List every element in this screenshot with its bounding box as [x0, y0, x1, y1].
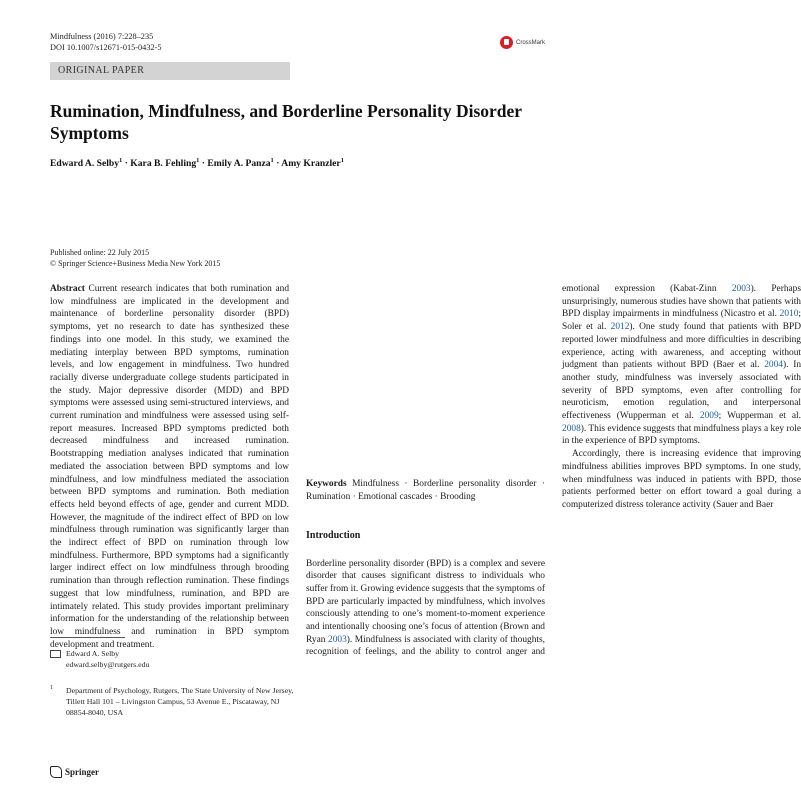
intro-text: ). One study found that patients with BPD reported lower mindfulness and more difficulties in describing experience, acting with awareness, and accepting without judgment than patients without BPD (Baer et al. — [562, 322, 801, 371]
paper-title: Rumination, Mindfulness, and Borderline Personality Disorder Symptoms — [50, 101, 522, 143]
copyright: © Springer Science+Business Media New York 2015 — [50, 259, 221, 268]
crossmark-badge[interactable] — [500, 36, 545, 49]
author-affiliation-mark: 1 — [119, 157, 123, 164]
citation-link[interactable]: 2004 — [764, 360, 783, 371]
springer-horse-icon — [50, 766, 62, 778]
intro-text: Borderline personality disorder (BPD) is a complex and severe disorder that causes significant distress to individuals who suffer from it. Growing evidence suggests that the symptoms of BPD are particularly impacted by mindfulness, which involves consciously attending to one’s moment-to-moment experience and intentionally choosing one’s focus of attention (Brown and Ryan — [306, 558, 545, 645]
crossmark-label: CrossMark — [516, 39, 546, 46]
affiliation — [50, 685, 295, 718]
intro-paragraph-2: Accordingly, there is increasing evidence that improving mindfulness abilities improves BPD symptoms. In one study, when mindfulness was induced in patients with BPD, those patients performed better on effort toward a goal during a computerized distress tolerance activity (Sauer and Baer — [562, 449, 801, 510]
journal-citation: Mindfulness (2016) 7:228–235 — [50, 32, 154, 41]
citation-link[interactable]: 2012 — [610, 322, 630, 333]
correspondence-email[interactable]: edward.selby@rutgers.edu — [66, 660, 150, 669]
publisher-name: Springer — [65, 767, 100, 777]
abstract-label: Abstract — [50, 284, 85, 294]
author-affiliation-mark: 1 — [270, 157, 274, 164]
author-separator: · — [122, 158, 131, 170]
author-name[interactable]: Edward A. Selby — [50, 158, 120, 170]
intro-text: ). Mindfulness is associated with clarity of thoughts, recognition of feelings, and the ability to control anger and emotional expression (Kabat-Zinn — [306, 284, 732, 658]
author-list — [50, 157, 530, 169]
footnote-rule — [50, 637, 125, 638]
citation-link[interactable]: 2009 — [699, 411, 719, 422]
author-name[interactable]: Emily A. Panza — [207, 158, 271, 170]
doi[interactable]: DOI 10.1007/s12671-015-0432-5 — [50, 43, 162, 52]
publisher-logo — [50, 766, 99, 778]
keywords-text: Mindfulness · Borderline personality disorder · Rumination · Emotional cascades · Brooding — [306, 479, 545, 503]
keywords-label: Keywords — [306, 479, 347, 490]
citation-link[interactable]: 2008 — [562, 423, 581, 434]
keywords — [306, 478, 545, 503]
citation-link[interactable]: 2010 — [779, 309, 799, 320]
crossmark-icon — [500, 36, 513, 49]
publication-info — [50, 247, 220, 269]
intro-text: ). In another study, mindfulness was inversely associated with severity of BPD symptoms, even after controlling for neuroticism, emotion regulation, and interpersonal effectiveness (Wupperman et al. — [562, 360, 801, 422]
abstract — [50, 283, 289, 651]
affiliation-number: 1 — [50, 685, 53, 691]
envelope-icon — [50, 650, 61, 658]
introduction-heading: Introduction — [306, 529, 361, 541]
section-band — [50, 62, 290, 80]
intro-text: ; Wupperman et al. — [718, 411, 801, 422]
journal-header — [50, 31, 162, 53]
citation-link[interactable]: 2003 — [328, 634, 347, 645]
intro-text: ; Soler et al. — [562, 309, 801, 333]
intro-text: ). This evidence suggests that mindfulness plays a key role in the experience of BPD symptoms. — [562, 423, 801, 447]
correspondence-name: Edward A. Selby — [66, 649, 120, 658]
author-affiliation-mark: 1 — [196, 157, 200, 164]
author-affiliation-mark: 1 — [340, 157, 344, 164]
abstract-text: Current research indicates that both rumination and low mindfulness are implicated in the development and maintenance of borderline personality disorder (BPD) symptoms, yet no research to date has synthesized these findings into one model. In this study, we examined the mediating interplay between BPD symptoms, rumination levels, and low engagement in mindfulness. Two hundred racially diverse undergraduate college students participated in the study. Major depressive disorder (MDD) and BPD symptoms were assessed using semi-structured interviews, and current rumination and mindfulness were assessed using self-report measures. Increased BPD symptoms predicted both decreased mindfulness and increased rumination. Bootstrapping mediation analyses indicated that rumination mediated the association between BPD symptoms and low mindfulness, and low mindfulness mediated the association between BPD symptoms and rumination. Both mediation effects held beyond effects of age, gender and current MDD. However, the magnitude of the indirect effect of BPD on low mindfulness through rumination was significantly larger than the indirect effect of BPD on rumination through low mindfulness. Furthermore, BPD symptoms had a significantly larger indirect effect on low mindfulness through brooding rumination than through reflection rumination. These findings suggest that low mindfulness, rumination, and BPD are intimately related. This study provides important preliminary information for the understanding of the relationship between low mindfulness and rumination in BPD symptom development and treatment. — [50, 284, 290, 650]
correspondence — [50, 648, 149, 670]
published-date: Published online: 22 July 2015 — [50, 248, 150, 257]
author-name[interactable]: Amy Kranzler — [281, 158, 341, 170]
citation-link[interactable]: 2003 — [731, 284, 751, 294]
body-columns — [50, 283, 801, 663]
author-separator: · — [273, 158, 282, 170]
intro-text: ). Perhaps unsurprisingly, numerous studies have shown that patients with BPD display impairments in mindfulness (Nicastro et al. — [562, 284, 801, 320]
section-label: ORIGINAL PAPER — [58, 65, 145, 76]
affiliation-text: Department of Psychology, Rutgers, The State University of New Jersey, Tillett Hall 101 – Livingston Campus, 53 Avenue E., Piscataway, NJ 08854-8040, USA — [66, 686, 294, 717]
author-separator: · — [199, 158, 208, 170]
author-name[interactable]: Kara B. Fehling — [130, 158, 197, 170]
